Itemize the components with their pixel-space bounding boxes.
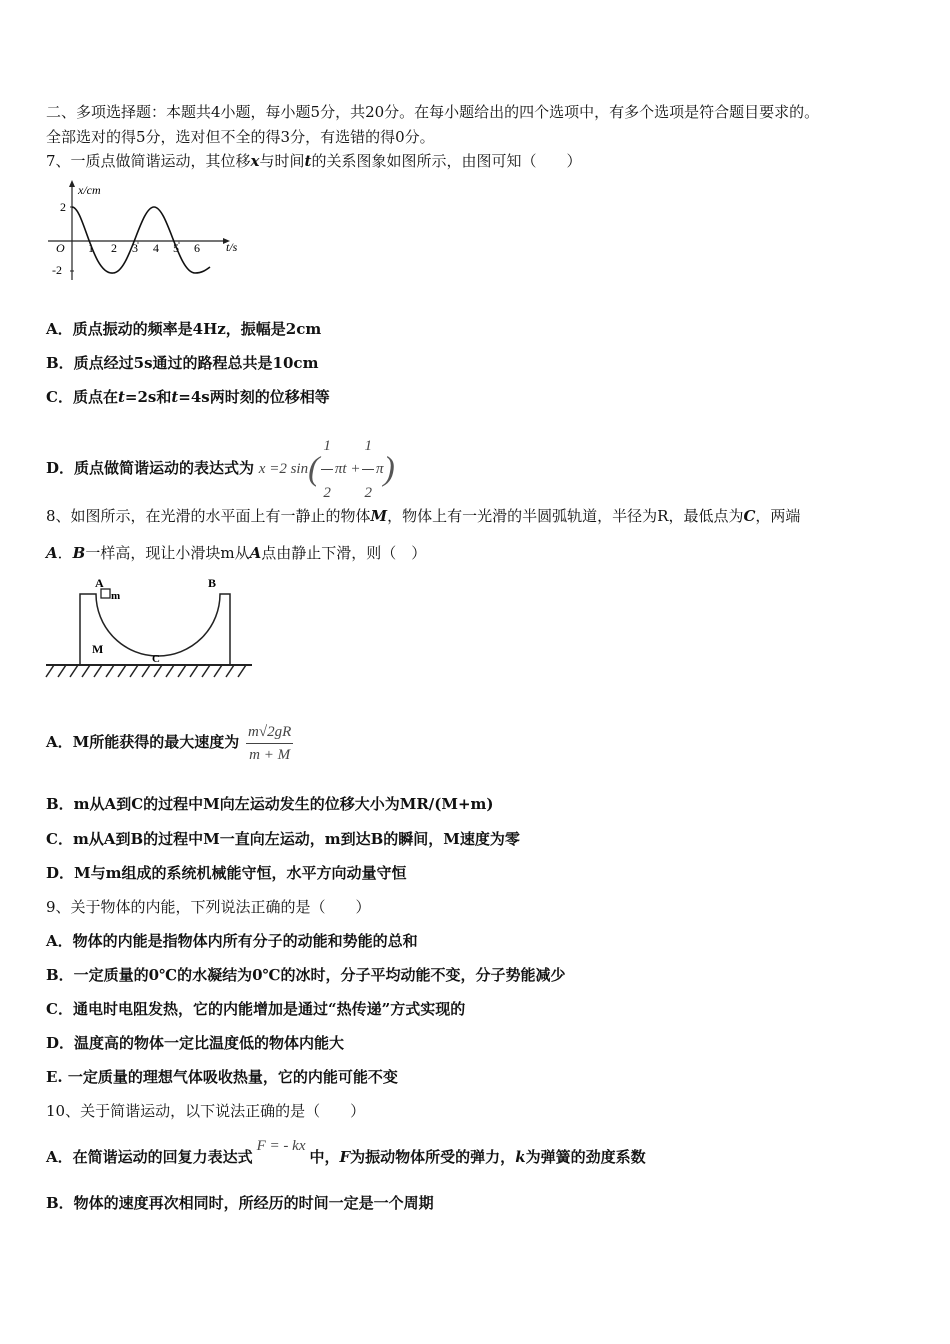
q8-track-diagram: [44, 574, 256, 684]
slider-m: [101, 589, 110, 598]
q7-d-expression: x =2 sin( $\frac{1}{2}$ πt + $\frac{1}{2}$ π): [259, 461, 395, 477]
x-tick-1: 1: [88, 241, 94, 255]
q9-option-e[interactable]: E. 一定质量的理想气体吸收热量，它的内能可能不变: [46, 1068, 398, 1086]
label-B: B: [208, 576, 217, 590]
q7-displacement-time-graph: [44, 178, 254, 288]
q8-option-a[interactable]: A．M所能获得的最大速度为 $\frac{m√2gR}{m + M}$: [46, 718, 295, 766]
y-axis-label: x/cm: [78, 183, 101, 197]
q8-a-fraction: $\frac{m√2gR}{m + M}$: [246, 721, 293, 766]
q8-option-c[interactable]: C．m从A到B的过程中M一直向左运动，m到达B的瞬间，M速度为零: [46, 830, 520, 848]
q10-force-expression: F = - kx: [256, 1138, 306, 1154]
section-header-line1: 二、多项选择题：本题共4小题，每小题5分，共20分。在每小题给出的四个选项中，有多个选项是符合题目要求的。: [46, 103, 820, 121]
q7-option-b[interactable]: B．质点经过5s通过的路程总共是10cm: [46, 354, 319, 372]
x-tick-2: 2: [111, 241, 117, 255]
label-C: C: [152, 653, 160, 665]
origin-label: O: [56, 241, 65, 255]
q10-option-b[interactable]: B．物体的速度再次相同时，所经历的时间一定是一个周期: [46, 1194, 434, 1212]
q7-option-a[interactable]: A．质点振动的频率是4Hz，振幅是2cm: [46, 320, 322, 338]
q8-stem-line1: 8、如图所示，在光滑的水平面上有一静止的物体M，物体上有一光滑的半圆弧轨道，半径为R，最低点为C，两端: [46, 507, 801, 525]
x-tick-4: 4: [153, 241, 159, 255]
q9-option-c[interactable]: C．通电时电阻发热，它的内能增加是通过“热传递”方式实现的: [46, 1000, 466, 1018]
q9-option-a[interactable]: A．物体的内能是指物体内所有分子的动能和势能的总和: [46, 932, 418, 950]
x-tick-5: 5: [173, 241, 179, 255]
x-tick-3: 3: [132, 241, 138, 255]
q8-option-b[interactable]: B．m从A到C的过程中M向左运动发生的位移大小为MR/(M+m): [46, 795, 494, 813]
x-axis-label: t/s: [226, 240, 238, 254]
q10-stem: 10、关于简谐运动，以下说法正确的是（ ）: [46, 1102, 366, 1120]
q9-option-d[interactable]: D．温度高的物体一定比温度低的物体内能大: [46, 1034, 345, 1052]
y-tick-neg: -2: [52, 263, 62, 277]
q8-stem-line2: A．B一样高，现让小滑块m从A点由静止下滑，则（ ）: [46, 544, 427, 562]
ground-hatching: [46, 665, 246, 677]
section-header-line2: 全部选对的得5分，选对但不全的得3分，有选错的得0分。: [46, 128, 435, 146]
q9-option-b[interactable]: B．一定质量的0℃的水凝结为0℃的冰时，分子平均动能不变，分子势能减少: [46, 966, 566, 984]
label-m: m: [111, 590, 121, 602]
y-tick-pos: 2: [60, 200, 66, 214]
label-M: M: [92, 642, 104, 656]
y-axis-arrow: [69, 180, 75, 187]
q8-option-d[interactable]: D．M与m组成的系统机械能守恒，水平方向动量守恒: [46, 864, 407, 882]
q7-option-d[interactable]: D．质点做简谐运动的表达式为 x =2 sin( $\frac{1}{2}$ πt + $\frac{1}{2}$ π): [46, 423, 395, 516]
q7-stem: 7、一质点做简谐运动，其位移x与时间t的关系图象如图所示，由图可知（ ）: [46, 152, 582, 170]
q10-option-a[interactable]: A．在简谐运动的回复力表达式F = - kx中，F为振动物体所受的弹力，k为弹簧的劲度系数: [46, 1138, 646, 1166]
x-tick-6: 6: [194, 241, 200, 255]
q9-stem: 9、关于物体的内能，下列说法正确的是（ ）: [46, 898, 371, 916]
q7-option-c[interactable]: C．质点在t=2s和t=4s两时刻的位移相等: [46, 388, 330, 406]
label-A: A: [95, 576, 104, 590]
